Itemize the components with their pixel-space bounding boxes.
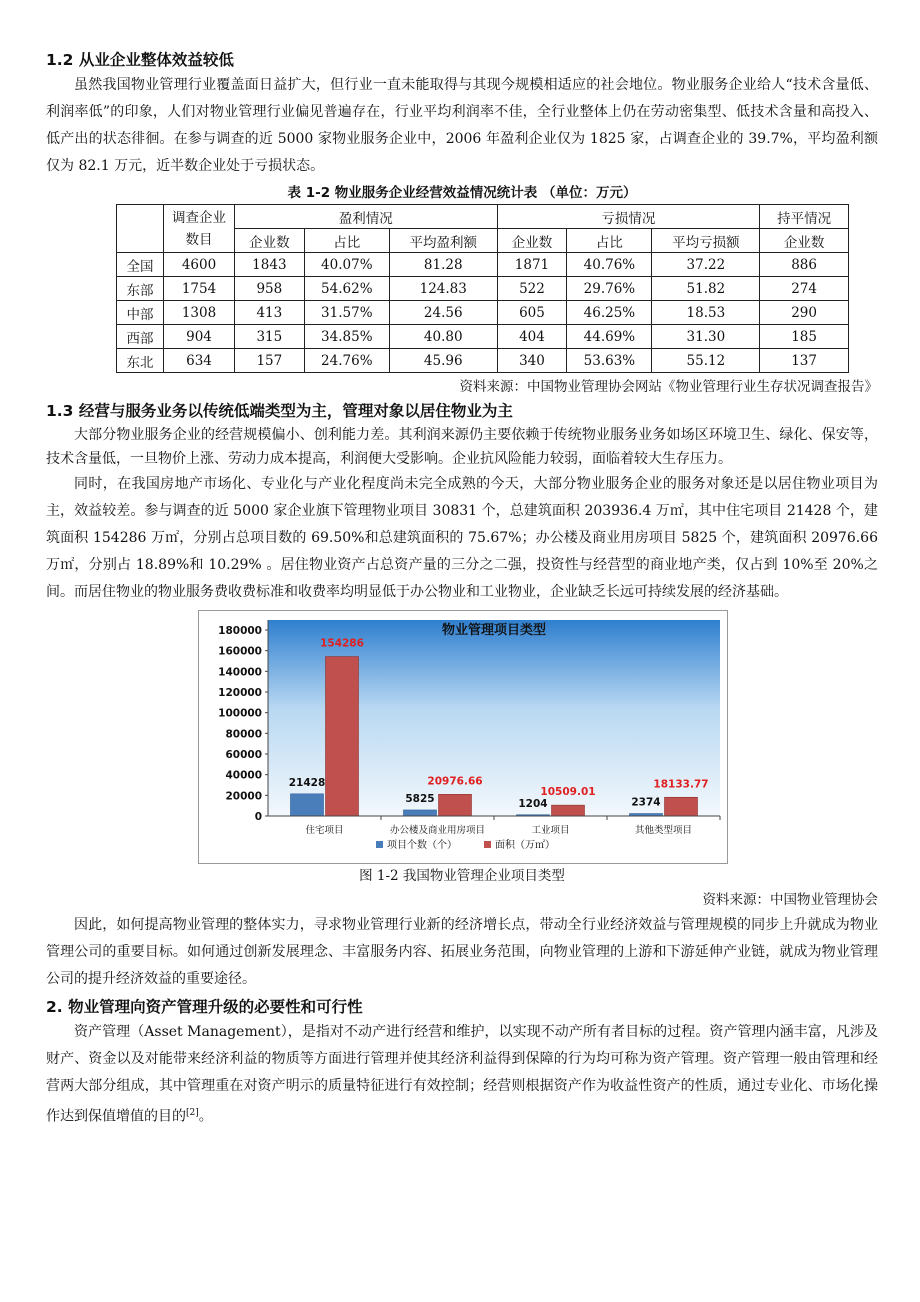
- bar-project-count: [404, 810, 437, 816]
- table-cell: 40.76%: [567, 253, 652, 277]
- table-cell: 37.22: [652, 253, 760, 277]
- data-label: 21428: [288, 776, 326, 789]
- table-cell: 53.63%: [567, 349, 652, 373]
- subheader: 企业数: [235, 229, 305, 253]
- table-cell: 51.82: [652, 277, 760, 301]
- table-cell: 157: [235, 349, 305, 373]
- table-cell: 西部: [117, 325, 164, 349]
- legend-label: 项目个数（个）: [387, 840, 457, 851]
- y-tick-label: 100000: [218, 707, 262, 720]
- subheader: 平均盈利额: [389, 229, 497, 253]
- table-cell: 315: [235, 325, 305, 349]
- figure-source: 资料来源：中国物业管理协会: [702, 892, 878, 908]
- citation: [2]: [186, 1108, 199, 1118]
- paragraph-text: 资产管理（Asset Management），是指对不动产进行经营和维护，以实现不动产所有者目标的过程。资产管理内涵丰富，凡涉及财产、资金以及对能带来经济利益的物质等方面进行管理并使其经济利益得到保障的行为均可称为资产管理。资产管理一般由管理和经营两大部分组成，其中管理重在对资产明示的质量特征进行有效控制；经营则根据资产作为收益性资产的性质，通过专业化、市场化操作达到保值增值的目的: [46, 1024, 878, 1125]
- legend-swatch: [376, 841, 383, 848]
- table-cell: 24.56: [389, 301, 497, 325]
- x-tick-label: 工业项目: [531, 825, 570, 836]
- table-cell: 55.12: [652, 349, 760, 373]
- table-cell: 44.69%: [567, 325, 652, 349]
- figure-caption: 图 1-2 我国物业管理企业项目类型: [359, 868, 565, 884]
- bar-area: [326, 657, 359, 816]
- table-cell: 340: [497, 349, 567, 373]
- table-corner: [117, 205, 164, 253]
- y-tick-label: 20000: [225, 790, 262, 803]
- data-label: 20976.66: [427, 775, 483, 788]
- subheader: 平均亏损额: [652, 229, 760, 253]
- data-label: 1204: [518, 797, 548, 810]
- subheader: 企业数: [760, 229, 849, 253]
- legend-label: 面积（万㎡）: [495, 840, 555, 851]
- table-cell: 634: [164, 349, 235, 373]
- table-cell: 40.07%: [304, 253, 389, 277]
- table-cell: 45.96: [389, 349, 497, 373]
- header-flat: 持平情况: [760, 205, 849, 229]
- table-cell: 81.28: [389, 253, 497, 277]
- table-cell: 185: [760, 325, 849, 349]
- header-survey: 调查企业数目: [164, 205, 235, 253]
- table-cell: 413: [235, 301, 305, 325]
- table-cell: 1871: [497, 253, 567, 277]
- table-cell: 东北: [117, 349, 164, 373]
- y-tick-label: 0: [254, 811, 262, 823]
- section-heading-1-3: 1.3 经营与服务业务以传统低端类型为主，管理对象以居住物业为主: [46, 402, 513, 420]
- subheader: 企业数: [497, 229, 567, 253]
- table-cell: 124.83: [389, 277, 497, 301]
- table-cell: 1843: [235, 253, 305, 277]
- bar-area: [665, 797, 698, 816]
- x-tick-label: 办公楼及商业用房项目: [389, 825, 486, 836]
- table-cell: 4600: [164, 253, 235, 277]
- data-label: 18133.77: [653, 778, 709, 791]
- page: [46, 48, 878, 1131]
- table-cell: 31.57%: [304, 301, 389, 325]
- y-tick-label: 180000: [218, 625, 262, 637]
- table-cell: 522: [497, 277, 567, 301]
- bar-area: [439, 794, 472, 816]
- table-cell: 46.25%: [567, 301, 652, 325]
- bar-area: [552, 805, 585, 816]
- table-cell: 中部: [117, 301, 164, 325]
- table-cell: 24.76%: [304, 349, 389, 373]
- table-source: 资料来源：中国物业管理协会网站《物业管理行业生存状况调查报告》: [459, 379, 878, 395]
- y-tick-label: 120000: [218, 687, 262, 699]
- y-tick-label: 60000: [225, 749, 262, 761]
- table-cell: 东部: [117, 277, 164, 301]
- table-cell: 34.85%: [304, 325, 389, 349]
- table-cell: 全国: [117, 253, 164, 277]
- subheader: 占比: [567, 229, 652, 253]
- table-cell: 605: [497, 301, 567, 325]
- table-cell: 1754: [164, 277, 235, 301]
- section-heading-2: 2. 物业管理向资产管理升级的必要性和可行性: [46, 998, 363, 1016]
- x-tick-label: 住宅项目: [305, 825, 344, 836]
- table-caption: 表 1-2 物业服务企业经营效益情况统计表 （单位：万元）: [287, 185, 637, 201]
- table-cell: 274: [760, 277, 849, 301]
- table-cell: 137: [760, 349, 849, 373]
- table-cell: 31.30: [652, 325, 760, 349]
- chart: [198, 610, 728, 864]
- paragraph: 虽然我国物业管理行业覆盖面日益扩大，但行业一直未能取得与其现今规模相适应的社会地位。物业服务企业给人“技术含量低、利润率低”的印象，人们对物业管理行业偏见普遍存在，行业平均利润率不佳，全行业整体上仍在劳动密集型、低技术含量和高投入、低产出的状态徘徊。在参与调查的近 5000 家物业服务企业中，2006 年盈利企业仅为 1825 家，占调查企业的 39.7%，平均盈利额仅为 82.1 万元，近半数企业处于亏损状态。: [46, 77, 878, 174]
- paragraph: [46, 1019, 878, 1131]
- data-label: 10509.01: [540, 786, 596, 799]
- y-tick-label: 80000: [225, 728, 262, 741]
- subheader: 占比: [304, 229, 389, 253]
- paragraph: 大部分物业服务企业的经营规模偏小、创利能力差。其利润来源仍主要依赖于传统物业服务业务如场区环境卫生、绿化、保安等，技术含量低，一旦物价上涨、劳动力成本提高，利润便大受影响。企业抗风险能力较弱，面临着较大生存压力。: [46, 427, 878, 467]
- table-row: [117, 253, 849, 277]
- table-cell: 958: [235, 277, 305, 301]
- table-cell: 886: [760, 253, 849, 277]
- header-loss: 亏损情况: [497, 205, 760, 229]
- paragraph-end: 。: [198, 1108, 213, 1125]
- table-cell: 40.80: [389, 325, 497, 349]
- chart-svg: [198, 610, 728, 864]
- bar-project-count: [291, 794, 324, 816]
- y-tick-label: 140000: [218, 666, 262, 679]
- paragraph: 同时，在我国房地产市场化、专业化与产业化程度尚未完全成熟的今天，大部分物业服务企业的服务对象还是以居住物业项目为主，效益较差。参与调查的近 5000 家企业旗下管理物业项目 30831 个，总建筑面积 203936.4 万㎡，其中住宅项目 21428 个，建筑面积 154286 万㎡，分别占总项目数的 69.50%和总建筑面积的 75.67%；办公楼及商业用房项目 5825 个，建筑面积 20976.66 万㎡，分别占 18.89%和 10.29% 。居住物业资产占总资产量的三分之二强，投资性与经营型的商业地产类，仅占到 10%至 20%之间。而居住物业的物业服务费收费标准和收费率均明显低于办公物业和工业物业，企业缺乏长远可持续发展的经济基础。: [46, 476, 878, 600]
- paragraph: 因此，如何提高物业管理的整体实力，寻求物业管理行业新的经济增长点，带动全行业经济效益与管理规模的同步上升就成为物业管理公司的重要目标。如何通过创新发展理念、丰富服务内容、拓展业务范围，向物业管理的上游和下游延伸产业链，就成为物业管理公司的提升经济效益的重要途径。: [46, 917, 878, 987]
- chart-title: 物业管理项目类型: [441, 623, 547, 638]
- table-cell: 18.53: [652, 301, 760, 325]
- header-profit: 盈利情况: [235, 205, 498, 229]
- table-row: [117, 277, 849, 301]
- y-tick-label: 40000: [225, 769, 262, 782]
- y-tick-label: 160000: [218, 645, 262, 658]
- table-row: [117, 349, 849, 373]
- data-label: 2374: [631, 796, 661, 809]
- table-cell: 1308: [164, 301, 235, 325]
- table-row: [117, 325, 849, 349]
- efficiency-table: [116, 204, 849, 373]
- table-cell: 54.62%: [304, 277, 389, 301]
- table-cell: 904: [164, 325, 235, 349]
- legend-swatch: [484, 841, 491, 848]
- data-label: 154286: [320, 637, 364, 650]
- table-cell: 29.76%: [567, 277, 652, 301]
- table-cell: 290: [760, 301, 849, 325]
- table-cell: 404: [497, 325, 567, 349]
- section-heading-1-2: 1.2 从业企业整体效益较低: [46, 51, 234, 69]
- x-tick-label: 其他类型项目: [634, 825, 693, 836]
- table-row: [117, 301, 849, 325]
- data-label: 5825: [405, 792, 435, 805]
